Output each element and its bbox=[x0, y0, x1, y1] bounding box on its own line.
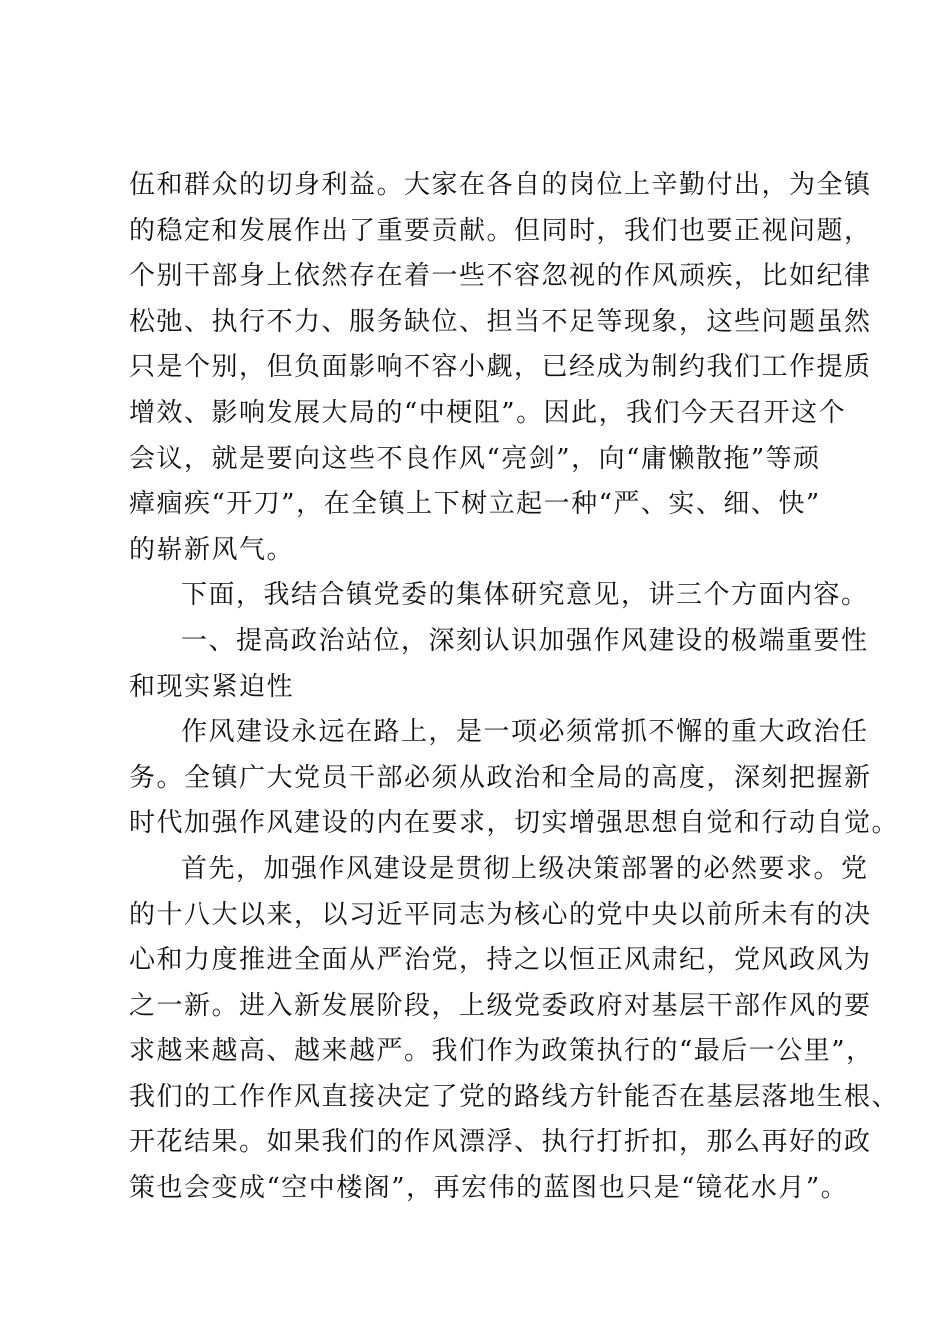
text-line: 只是个别，但负面影响不容小觑，已经成为制约我们工作提质 bbox=[129, 352, 872, 383]
paragraph-first-line: 首先，加强作风建设是贯彻上级决策部署的必然要求。党 bbox=[181, 853, 869, 884]
text-line: 心和力度推进全面从严治党，持之以恒正风肃纪，党风政风为 bbox=[129, 945, 872, 976]
text-line: 瘴痼疾“开刀”，在全镇上下树立起一种“严、实、细、快” bbox=[129, 489, 821, 520]
text-line: 求越来越高、越来越严。我们作为政策执行的“最后一公里”， bbox=[129, 1036, 874, 1067]
text-line: 的十八大以来，以习近平同志为核心的党中央以前所未有的决 bbox=[129, 899, 872, 930]
paragraph-first-line: 作风建设永远在路上，是一项必须常抓不懈的重大政治任 bbox=[181, 717, 869, 748]
text-line: 务。全镇广大党员干部必须从政治和全局的高度，深刻把握新 bbox=[129, 762, 872, 793]
text-line: 的崭新风气。 bbox=[129, 534, 295, 565]
text-line: 的稳定和发展作出了重要贡献。但同时，我们也要正视问题， bbox=[129, 215, 872, 246]
text-line: 时代加强作风建设的内在要求，切实增强思想自觉和行动自觉。 bbox=[129, 808, 900, 839]
paragraph-intro-line: 下面，我结合镇党委的集体研究意见，讲三个方面内容。 bbox=[181, 580, 869, 611]
text-line: 松弛、执行不力、服务缺位、担当不足等现象，这些问题虽然 bbox=[129, 306, 872, 337]
section-heading-line: 一、提高政治站位，深刻认识加强作风建设的极端重要性 bbox=[181, 625, 869, 656]
text-line: 会议，就是要向这些不良作风“亮剑”，向“庸懒散拖”等顽 bbox=[129, 443, 821, 474]
text-line: 我们的工作作风直接决定了党的路线方针能否在基层落地生根、 bbox=[129, 1081, 900, 1112]
text-line: 增效、影响发展大局的“中梗阻”。因此，我们今天召开这个 bbox=[129, 397, 847, 428]
section-heading-line: 和现实紧迫性 bbox=[129, 671, 295, 702]
text-line: 伍和群众的切身利益。大家在各自的岗位上辛勤付出，为全镇 bbox=[129, 170, 872, 200]
document-body bbox=[129, 163, 900, 1212]
text-line: 策也会变成“空中楼阁”，再宏伟的蓝图也只是“镜花水月”。 bbox=[129, 1173, 849, 1204]
text-line: 之一新。进入新发展阶段，上级党委政府对基层干部作风的要 bbox=[129, 990, 872, 1021]
text-line: 个别干部身上依然存在着一些不容忽视的作风顽疾，比如纪律 bbox=[129, 261, 872, 292]
text-line: 开花结果。如果我们的作风漂浮、执行打折扣，那么再好的政 bbox=[129, 1127, 872, 1158]
